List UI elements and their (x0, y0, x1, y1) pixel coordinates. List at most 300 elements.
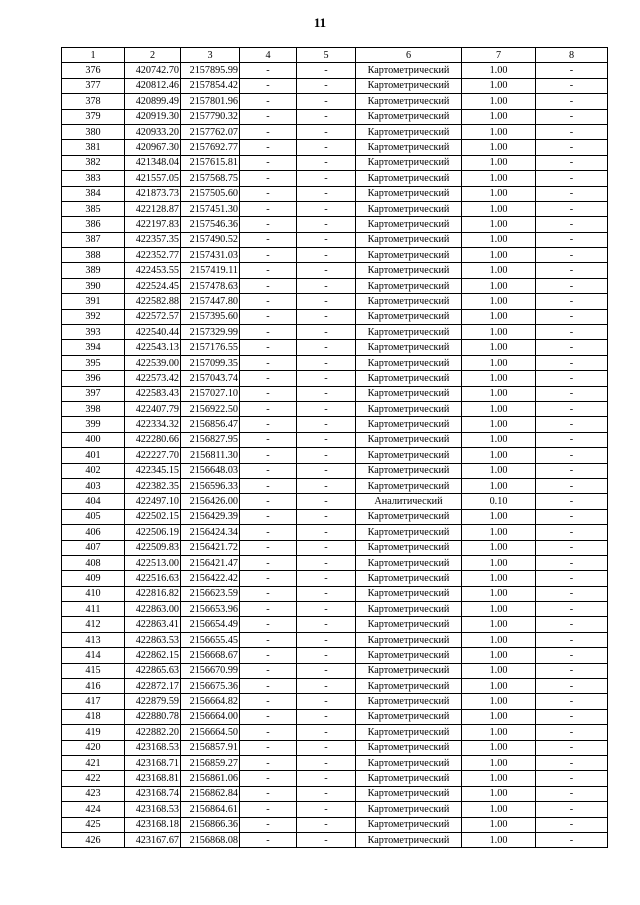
y-coordinate-cell: 2157692.77 (181, 140, 240, 155)
x-coordinate-cell: 422513.00 (125, 555, 181, 570)
point-number-cell: 396 (62, 371, 125, 386)
point-number-cell: 387 (62, 232, 125, 247)
point-number-cell: 397 (62, 386, 125, 401)
column-4-cell: - (240, 571, 297, 586)
column-4-cell: - (240, 355, 297, 370)
column-4-cell: - (240, 448, 297, 463)
table-row (62, 355, 608, 370)
y-coordinate-cell: 2156811.30 (181, 448, 240, 463)
method-cell: Картометрический (356, 786, 462, 801)
accuracy-cell: 1.00 (462, 63, 536, 78)
column-4-cell: - (240, 632, 297, 647)
accuracy-cell: 1.00 (462, 232, 536, 247)
table-row (62, 663, 608, 678)
y-coordinate-cell: 2156866.36 (181, 817, 240, 832)
point-number-cell: 407 (62, 540, 125, 555)
column-4-cell: - (240, 201, 297, 216)
table-header (62, 48, 608, 63)
point-number-cell: 405 (62, 509, 125, 524)
accuracy-cell: 1.00 (462, 140, 536, 155)
column-8-cell: - (536, 63, 608, 78)
point-number-cell: 414 (62, 648, 125, 663)
method-cell: Картометрический (356, 124, 462, 139)
accuracy-cell: 1.00 (462, 325, 536, 340)
column-8-cell: - (536, 171, 608, 186)
y-coordinate-cell: 2156596.33 (181, 478, 240, 493)
column-8-cell: - (536, 78, 608, 93)
method-cell: Картометрический (356, 740, 462, 755)
column-4-cell: - (240, 417, 297, 432)
column-5-cell: - (297, 124, 356, 139)
y-coordinate-cell: 2157568.75 (181, 171, 240, 186)
column-5-cell: - (297, 155, 356, 170)
column-8-cell: - (536, 663, 608, 678)
column-5-cell: - (297, 555, 356, 570)
column-8-cell: - (536, 586, 608, 601)
accuracy-cell: 1.00 (462, 355, 536, 370)
point-number-cell: 392 (62, 309, 125, 324)
x-coordinate-cell: 423168.53 (125, 740, 181, 755)
y-coordinate-cell: 2156868.08 (181, 832, 240, 847)
accuracy-cell: 1.00 (462, 94, 536, 109)
column-4-cell: - (240, 817, 297, 832)
accuracy-cell: 1.00 (462, 309, 536, 324)
accuracy-cell: 1.00 (462, 401, 536, 416)
accuracy-cell: 1.00 (462, 586, 536, 601)
column-4-cell: - (240, 263, 297, 278)
accuracy-cell: 1.00 (462, 571, 536, 586)
y-coordinate-cell: 2157546.36 (181, 217, 240, 232)
accuracy-cell: 1.00 (462, 124, 536, 139)
table-row (62, 617, 608, 632)
column-8-cell: - (536, 401, 608, 416)
column-4-cell: - (240, 186, 297, 201)
x-coordinate-cell: 422128.87 (125, 201, 181, 216)
column-4-cell: - (240, 124, 297, 139)
method-cell: Картометрический (356, 694, 462, 709)
method-cell: Картометрический (356, 679, 462, 694)
table-row (62, 525, 608, 540)
table-row (62, 602, 608, 617)
y-coordinate-cell: 2157419.11 (181, 263, 240, 278)
table-row (62, 540, 608, 555)
column-5-cell: - (297, 817, 356, 832)
method-cell: Картометрический (356, 263, 462, 278)
column-4-cell: - (240, 294, 297, 309)
y-coordinate-cell: 2157329.99 (181, 325, 240, 340)
y-coordinate-cell: 2156664.00 (181, 709, 240, 724)
column-4-cell: - (240, 786, 297, 801)
column-8-cell: - (536, 725, 608, 740)
x-coordinate-cell: 422582.88 (125, 294, 181, 309)
accuracy-cell: 1.00 (462, 525, 536, 540)
accuracy-cell: 1.00 (462, 832, 536, 847)
column-8-cell: - (536, 371, 608, 386)
method-cell: Картометрический (356, 602, 462, 617)
y-coordinate-cell: 2156421.72 (181, 540, 240, 555)
column-8-cell: - (536, 417, 608, 432)
table-row (62, 771, 608, 786)
column-8-cell: - (536, 571, 608, 586)
column-5-cell: - (297, 571, 356, 586)
column-8-cell: - (536, 155, 608, 170)
column-4-cell: - (240, 509, 297, 524)
point-number-cell: 380 (62, 124, 125, 139)
method-cell: Картометрический (356, 186, 462, 201)
table-row (62, 232, 608, 247)
x-coordinate-cell: 422502.15 (125, 509, 181, 524)
column-5-cell: - (297, 525, 356, 540)
column-4-cell: - (240, 679, 297, 694)
y-coordinate-cell: 2156429.39 (181, 509, 240, 524)
column-5-cell: - (297, 832, 356, 847)
y-coordinate-cell: 2157176.55 (181, 340, 240, 355)
column-4-cell: - (240, 217, 297, 232)
point-number-cell: 416 (62, 679, 125, 694)
x-coordinate-cell: 422197.83 (125, 217, 181, 232)
column-8-cell: - (536, 771, 608, 786)
method-cell: Картометрический (356, 509, 462, 524)
y-coordinate-cell: 2156922.50 (181, 401, 240, 416)
point-number-cell: 410 (62, 586, 125, 601)
y-coordinate-cell: 2156864.61 (181, 802, 240, 817)
table-row (62, 155, 608, 170)
point-number-cell: 412 (62, 617, 125, 632)
accuracy-cell: 1.00 (462, 171, 536, 186)
column-8-cell: - (536, 386, 608, 401)
x-coordinate-cell: 422540.44 (125, 325, 181, 340)
column-8-cell: - (536, 340, 608, 355)
table-row (62, 494, 608, 509)
column-8-cell: - (536, 232, 608, 247)
accuracy-cell: 1.00 (462, 478, 536, 493)
method-cell: Картометрический (356, 432, 462, 447)
x-coordinate-cell: 422863.00 (125, 602, 181, 617)
table-row (62, 263, 608, 278)
point-number-cell: 417 (62, 694, 125, 709)
y-coordinate-cell: 2156857.91 (181, 740, 240, 755)
column-8-cell: - (536, 540, 608, 555)
x-coordinate-cell: 422539.00 (125, 355, 181, 370)
table-row (62, 755, 608, 770)
y-coordinate-cell: 2156856.47 (181, 417, 240, 432)
table-row (62, 140, 608, 155)
point-number-cell: 413 (62, 632, 125, 647)
point-number-cell: 377 (62, 78, 125, 93)
point-number-cell: 398 (62, 401, 125, 416)
x-coordinate-cell: 422382.35 (125, 478, 181, 493)
method-cell: Картометрический (356, 340, 462, 355)
method-cell: Картометрический (356, 555, 462, 570)
point-number-cell: 404 (62, 494, 125, 509)
x-coordinate-cell: 422453.55 (125, 263, 181, 278)
accuracy-cell: 1.00 (462, 617, 536, 632)
column-4-cell: - (240, 555, 297, 570)
column-5-cell: - (297, 694, 356, 709)
column-4-cell: - (240, 63, 297, 78)
table-row (62, 832, 608, 847)
accuracy-cell: 1.00 (462, 817, 536, 832)
column-5-cell: - (297, 602, 356, 617)
point-number-cell: 383 (62, 171, 125, 186)
x-coordinate-cell: 422516.63 (125, 571, 181, 586)
column-4-cell: - (240, 663, 297, 678)
x-coordinate-cell: 422572.57 (125, 309, 181, 324)
accuracy-cell: 1.00 (462, 340, 536, 355)
point-number-cell: 421 (62, 755, 125, 770)
column-8-cell: - (536, 448, 608, 463)
column-8-cell: - (536, 294, 608, 309)
accuracy-cell: 1.00 (462, 463, 536, 478)
table-row (62, 78, 608, 93)
table-row (62, 309, 608, 324)
method-cell: Картометрический (356, 94, 462, 109)
x-coordinate-cell: 420919.30 (125, 109, 181, 124)
column-8-cell: - (536, 648, 608, 663)
column-8-cell: - (536, 217, 608, 232)
method-cell: Картометрический (356, 571, 462, 586)
column-4-cell: - (240, 740, 297, 755)
accuracy-cell: 1.00 (462, 771, 536, 786)
column-5-cell: - (297, 586, 356, 601)
x-coordinate-cell: 422863.41 (125, 617, 181, 632)
column-5-cell: - (297, 94, 356, 109)
column-5-cell: - (297, 540, 356, 555)
accuracy-cell: 1.00 (462, 755, 536, 770)
column-8-cell: - (536, 832, 608, 847)
table-row (62, 478, 608, 493)
point-number-cell: 425 (62, 817, 125, 832)
x-coordinate-cell: 423168.74 (125, 786, 181, 801)
table-row (62, 694, 608, 709)
column-8-cell: - (536, 679, 608, 694)
column-4-cell: - (240, 325, 297, 340)
y-coordinate-cell: 2156664.50 (181, 725, 240, 740)
coordinates-table (61, 47, 608, 848)
column-8-cell: - (536, 602, 608, 617)
method-cell: Картометрический (356, 540, 462, 555)
method-cell: Картометрический (356, 817, 462, 832)
x-coordinate-cell: 423168.81 (125, 771, 181, 786)
y-coordinate-cell: 2157451.30 (181, 201, 240, 216)
method-cell: Картометрический (356, 217, 462, 232)
column-8-cell: - (536, 802, 608, 817)
point-number-cell: 381 (62, 140, 125, 155)
x-coordinate-cell: 420967.30 (125, 140, 181, 155)
point-number-cell: 379 (62, 109, 125, 124)
point-number-cell: 409 (62, 571, 125, 586)
point-number-cell: 393 (62, 325, 125, 340)
column-5-cell: - (297, 786, 356, 801)
x-coordinate-cell: 422872.17 (125, 679, 181, 694)
column-5-cell: - (297, 386, 356, 401)
table-row (62, 417, 608, 432)
x-coordinate-cell: 422863.53 (125, 632, 181, 647)
point-number-cell: 426 (62, 832, 125, 847)
column-4-cell: - (240, 586, 297, 601)
column-4-cell: - (240, 525, 297, 540)
x-coordinate-cell: 422352.77 (125, 248, 181, 263)
column-5-cell: - (297, 494, 356, 509)
point-number-cell: 376 (62, 63, 125, 78)
column-8-cell: - (536, 124, 608, 139)
y-coordinate-cell: 2157027.10 (181, 386, 240, 401)
column-4-cell: - (240, 771, 297, 786)
method-cell: Картометрический (356, 802, 462, 817)
method-cell: Аналитический (356, 494, 462, 509)
column-4-cell: - (240, 140, 297, 155)
method-cell: Картометрический (356, 401, 462, 416)
accuracy-cell: 0.10 (462, 494, 536, 509)
column-4-cell: - (240, 401, 297, 416)
accuracy-cell: 1.00 (462, 186, 536, 201)
column-4-cell: - (240, 463, 297, 478)
x-coordinate-cell: 423168.53 (125, 802, 181, 817)
column-8-cell: - (536, 201, 608, 216)
x-coordinate-cell: 420812.46 (125, 78, 181, 93)
table-row (62, 817, 608, 832)
y-coordinate-cell: 2157854.42 (181, 78, 240, 93)
table-row (62, 171, 608, 186)
column-4-cell: - (240, 494, 297, 509)
column-8-cell: - (536, 817, 608, 832)
column-5-cell: - (297, 325, 356, 340)
table-row (62, 186, 608, 201)
column-8-cell: - (536, 309, 608, 324)
method-cell: Картометрический (356, 63, 462, 78)
point-number-cell: 395 (62, 355, 125, 370)
point-number-cell: 399 (62, 417, 125, 432)
x-coordinate-cell: 422543.13 (125, 340, 181, 355)
column-header: 7 (462, 48, 536, 63)
point-number-cell: 378 (62, 94, 125, 109)
table-row (62, 448, 608, 463)
x-coordinate-cell: 420899.49 (125, 94, 181, 109)
x-coordinate-cell: 422862.15 (125, 648, 181, 663)
column-8-cell: - (536, 709, 608, 724)
table-row (62, 509, 608, 524)
method-cell: Картометрический (356, 232, 462, 247)
column-5-cell: - (297, 401, 356, 416)
column-4-cell: - (240, 232, 297, 247)
x-coordinate-cell: 422334.32 (125, 417, 181, 432)
y-coordinate-cell: 2156653.96 (181, 602, 240, 617)
point-number-cell: 420 (62, 740, 125, 755)
point-number-cell: 423 (62, 786, 125, 801)
column-4-cell: - (240, 386, 297, 401)
method-cell: Картометрический (356, 325, 462, 340)
column-4-cell: - (240, 832, 297, 847)
y-coordinate-cell: 2156861.06 (181, 771, 240, 786)
y-coordinate-cell: 2156648.03 (181, 463, 240, 478)
page-number: 11 (313, 15, 327, 30)
x-coordinate-cell: 420933.20 (125, 124, 181, 139)
x-coordinate-cell: 421348.04 (125, 155, 181, 170)
column-4-cell: - (240, 602, 297, 617)
table-row (62, 586, 608, 601)
method-cell: Картометрический (356, 832, 462, 847)
column-8-cell: - (536, 278, 608, 293)
x-coordinate-cell: 420742.70 (125, 63, 181, 78)
accuracy-cell: 1.00 (462, 632, 536, 647)
accuracy-cell: 1.00 (462, 217, 536, 232)
column-header: 1 (62, 48, 125, 63)
table-row (62, 740, 608, 755)
y-coordinate-cell: 2156675.36 (181, 679, 240, 694)
x-coordinate-cell: 422506.19 (125, 525, 181, 540)
table-row (62, 325, 608, 340)
column-4-cell: - (240, 340, 297, 355)
column-5-cell: - (297, 709, 356, 724)
y-coordinate-cell: 2156424.34 (181, 525, 240, 540)
x-coordinate-cell: 421557.05 (125, 171, 181, 186)
column-header: 6 (356, 48, 462, 63)
column-4-cell: - (240, 94, 297, 109)
column-5-cell: - (297, 771, 356, 786)
column-5-cell: - (297, 186, 356, 201)
method-cell: Картометрический (356, 725, 462, 740)
y-coordinate-cell: 2157490.52 (181, 232, 240, 247)
column-4-cell: - (240, 648, 297, 663)
table-row (62, 802, 608, 817)
method-cell: Картометрический (356, 201, 462, 216)
table-row (62, 555, 608, 570)
column-5-cell: - (297, 648, 356, 663)
method-cell: Картометрический (356, 278, 462, 293)
column-4-cell: - (240, 109, 297, 124)
x-coordinate-cell: 423168.18 (125, 817, 181, 832)
point-number-cell: 400 (62, 432, 125, 447)
column-5-cell: - (297, 371, 356, 386)
x-coordinate-cell: 422880.78 (125, 709, 181, 724)
column-4-cell: - (240, 278, 297, 293)
y-coordinate-cell: 2157478.63 (181, 278, 240, 293)
accuracy-cell: 1.00 (462, 602, 536, 617)
column-8-cell: - (536, 94, 608, 109)
accuracy-cell: 1.00 (462, 448, 536, 463)
x-coordinate-cell: 422357.35 (125, 232, 181, 247)
column-4-cell: - (240, 478, 297, 493)
method-cell: Картометрический (356, 171, 462, 186)
point-number-cell: 419 (62, 725, 125, 740)
y-coordinate-cell: 2157431.03 (181, 248, 240, 263)
point-number-cell: 424 (62, 802, 125, 817)
method-cell: Картометрический (356, 463, 462, 478)
column-5-cell: - (297, 802, 356, 817)
method-cell: Картометрический (356, 155, 462, 170)
y-coordinate-cell: 2156421.47 (181, 555, 240, 570)
column-5-cell: - (297, 355, 356, 370)
column-5-cell: - (297, 171, 356, 186)
column-5-cell: - (297, 340, 356, 355)
column-4-cell: - (240, 540, 297, 555)
point-number-cell: 411 (62, 602, 125, 617)
column-8-cell: - (536, 263, 608, 278)
accuracy-cell: 1.00 (462, 278, 536, 293)
column-8-cell: - (536, 140, 608, 155)
table-row (62, 679, 608, 694)
column-header: 4 (240, 48, 297, 63)
column-header: 8 (536, 48, 608, 63)
accuracy-cell: 1.00 (462, 248, 536, 263)
x-coordinate-cell: 422882.20 (125, 725, 181, 740)
accuracy-cell: 1.00 (462, 679, 536, 694)
point-number-cell: 406 (62, 525, 125, 540)
column-5-cell: - (297, 755, 356, 770)
table-row (62, 648, 608, 663)
column-8-cell: - (536, 694, 608, 709)
column-8-cell: - (536, 740, 608, 755)
